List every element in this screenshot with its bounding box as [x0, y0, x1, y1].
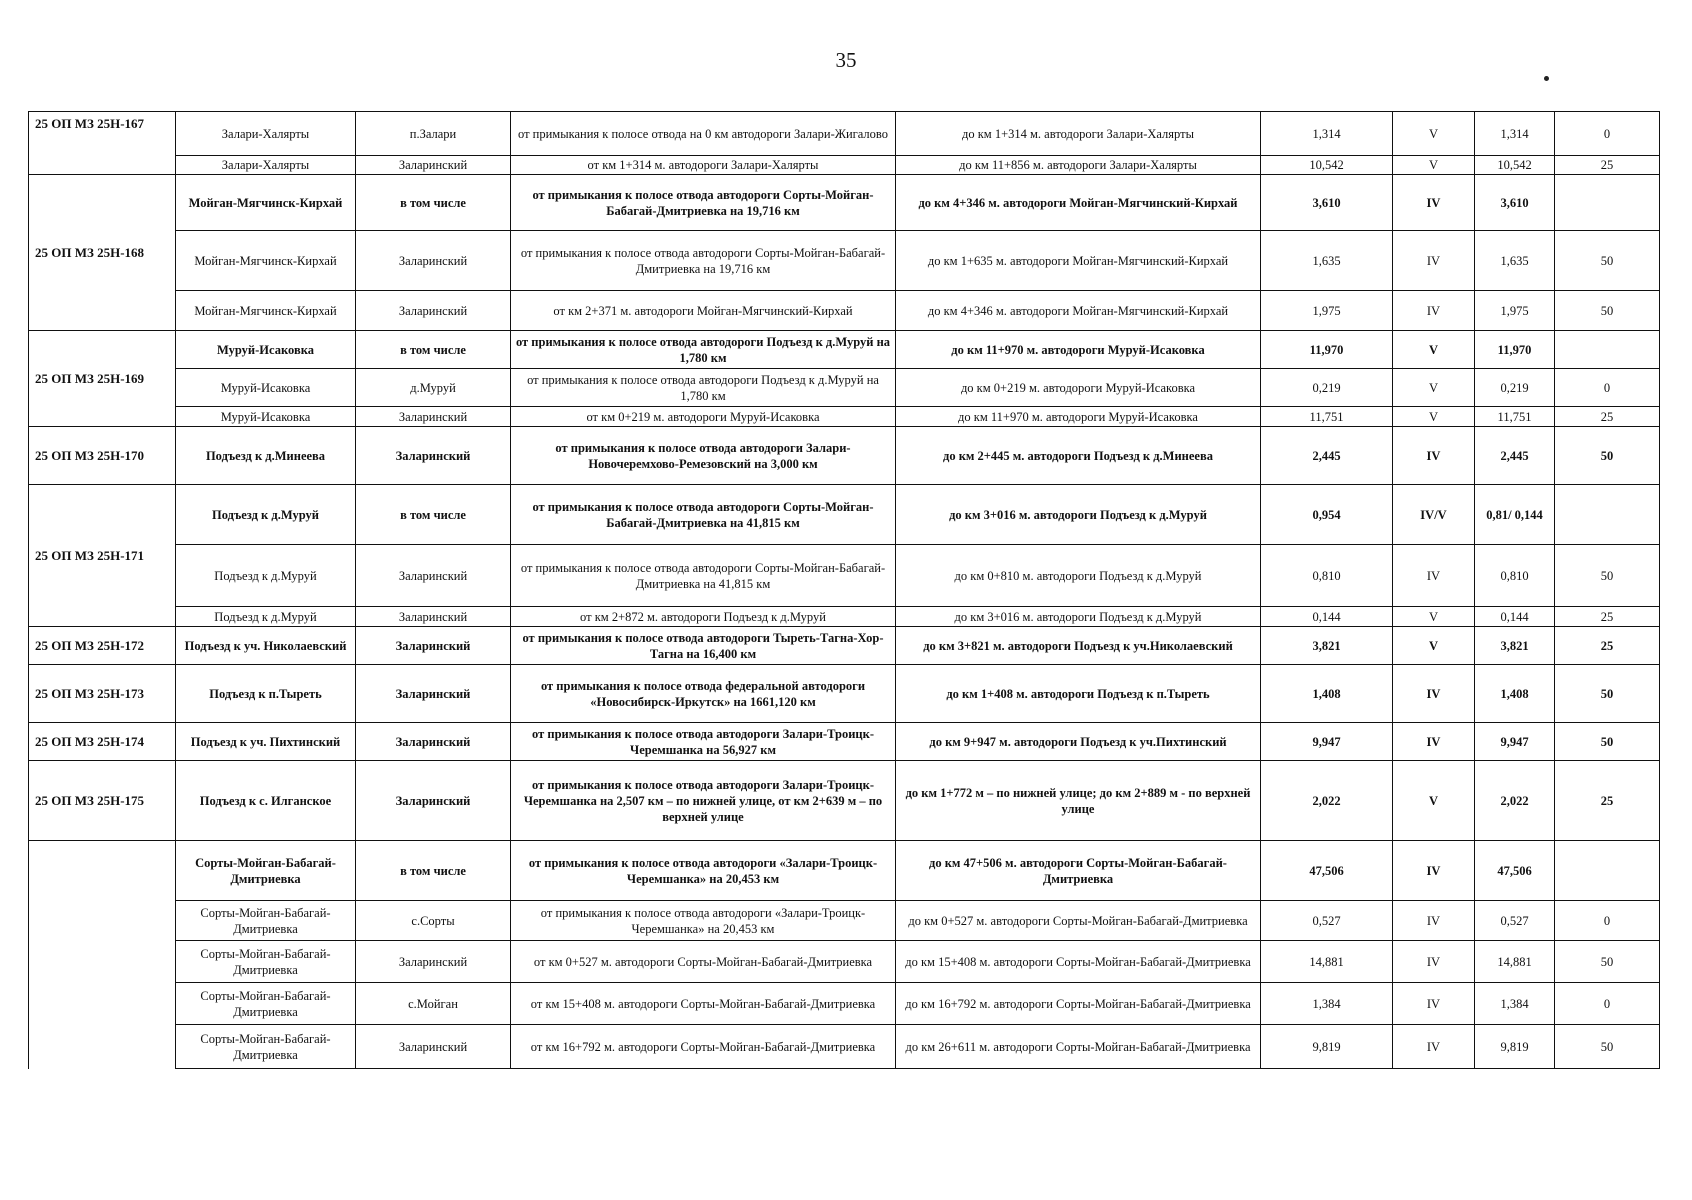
table-row — [29, 369, 1660, 407]
road-length-by-category: 11,751 — [1475, 407, 1555, 427]
road-length: 1,975 — [1261, 291, 1393, 331]
road-from: от примыкания к полосе отвода автодороги Залари-Троицк-Черемшанка на 56,927 км — [511, 723, 896, 761]
road-from: от км 2+371 м. автодороги Мойган-Мягчинский-Кирхай — [511, 291, 896, 331]
road-length-by-category: 10,542 — [1475, 156, 1555, 175]
road-to: до км 0+527 м. автодороги Сорты-Мойган-Бабагай-Дмитриевка — [896, 901, 1261, 941]
page-number: 35 — [835, 48, 857, 72]
road-length-by-category: 3,610 — [1475, 175, 1555, 231]
road-from: от примыкания к полосе отвода автодороги «Залари-Троицк-Черемшанка» на 20,453 км — [511, 901, 896, 941]
road-last-value — [1555, 175, 1660, 231]
road-from: от км 1+314 м. автодороги Залари-Халярты — [511, 156, 896, 175]
road-last-value: 0 — [1555, 112, 1660, 156]
road-length-by-category: 1,975 — [1475, 291, 1555, 331]
road-code: 25 ОП МЗ 25Н-175 — [29, 761, 176, 841]
road-from: от км 15+408 м. автодороги Сорты-Мойган-Бабагай-Дмитриевка — [511, 983, 896, 1025]
road-category: V — [1393, 761, 1475, 841]
road-location: Заларинский — [356, 607, 511, 627]
road-last-value: 25 — [1555, 607, 1660, 627]
road-name: Сорты-Мойган-Бабагай-Дмитриевка — [176, 901, 356, 941]
road-category: IV — [1393, 983, 1475, 1025]
table-row — [29, 941, 1660, 983]
road-last-value: 25 — [1555, 156, 1660, 175]
road-from: от примыкания к полосе отвода автодороги Залари-Троицк-Черемшанка на 2,507 км – по нижней улице, от км 2+639 м – по верхней улице — [511, 761, 896, 841]
road-name: Подъезд к д.Муруй — [176, 545, 356, 607]
road-name: Подъезд к д.Муруй — [176, 607, 356, 627]
road-category: V — [1393, 607, 1475, 627]
table-row — [29, 627, 1660, 665]
table-row — [29, 665, 1660, 723]
road-name: Муруй-Исаковка — [176, 331, 356, 369]
road-code: 25 ОП МЗ 25Н-169 — [29, 331, 176, 427]
road-last-value: 50 — [1555, 723, 1660, 761]
road-location: Заларинский — [356, 291, 511, 331]
road-length: 9,819 — [1261, 1025, 1393, 1069]
road-name: Мойган-Мягчинск-Кирхай — [176, 175, 356, 231]
road-to: до км 15+408 м. автодороги Сорты-Мойган-Бабагай-Дмитриевка — [896, 941, 1261, 983]
road-code: 25 ОП МЗ 25Н-173 — [29, 665, 176, 723]
road-from: от примыкания к полосе отвода автодороги Залари-Новочеремхово-Ремезовский на 3,000 км — [511, 427, 896, 485]
road-to: до км 26+611 м. автодороги Сорты-Мойган-Бабагай-Дмитриевка — [896, 1025, 1261, 1069]
road-length-by-category: 9,819 — [1475, 1025, 1555, 1069]
road-length: 1,384 — [1261, 983, 1393, 1025]
road-last-value: 25 — [1555, 761, 1660, 841]
road-last-value — [1555, 485, 1660, 545]
road-category: IV — [1393, 841, 1475, 901]
road-length-by-category: 11,970 — [1475, 331, 1555, 369]
table-row — [29, 901, 1660, 941]
road-from: от км 0+527 м. автодороги Сорты-Мойган-Бабагай-Дмитриевка — [511, 941, 896, 983]
road-last-value: 50 — [1555, 665, 1660, 723]
road-name: Мойган-Мягчинск-Кирхай — [176, 291, 356, 331]
road-location: с.Сорты — [356, 901, 511, 941]
road-length-by-category: 0,81/ 0,144 — [1475, 485, 1555, 545]
road-name: Подъезд к д.Муруй — [176, 485, 356, 545]
table-row — [29, 983, 1660, 1025]
road-location: Заларинский — [356, 545, 511, 607]
road-to: до км 2+445 м. автодороги Подъезд к д.Минеева — [896, 427, 1261, 485]
road-last-value — [1555, 331, 1660, 369]
road-location: Заларинский — [356, 1025, 511, 1069]
road-location: Заларинский — [356, 665, 511, 723]
road-category: IV — [1393, 1025, 1475, 1069]
road-from: от км 2+872 м. автодороги Подъезд к д.Муруй — [511, 607, 896, 627]
road-code: 25 ОП МЗ 25Н-171 — [29, 485, 176, 627]
road-name: Сорты-Мойган-Бабагай-Дмитриевка — [176, 941, 356, 983]
road-length-by-category: 2,022 — [1475, 761, 1555, 841]
table-row — [29, 761, 1660, 841]
table-row — [29, 291, 1660, 331]
road-from: от примыкания к полосе отвода автодороги Подъезд к д.Муруй на 1,780 км — [511, 331, 896, 369]
road-to: до км 0+219 м. автодороги Муруй-Исаковка — [896, 369, 1261, 407]
table-row — [29, 175, 1660, 231]
road-category: V — [1393, 331, 1475, 369]
road-name: Сорты-Мойган-Бабагай-Дмитриевка — [176, 1025, 356, 1069]
road-length: 0,954 — [1261, 485, 1393, 545]
road-location: в том числе — [356, 841, 511, 901]
road-from: от примыкания к полосе отвода автодороги Сорты-Мойган-Бабагай-Дмитриевка на 41,815 км — [511, 545, 896, 607]
road-from: от примыкания к полосе отвода автодороги «Залари-Троицк-Черемшанка» на 20,453 км — [511, 841, 896, 901]
road-from: от примыкания к полосе отвода на 0 км автодороги Залари-Жигалово — [511, 112, 896, 156]
road-from: от примыкания к полосе отвода автодороги Сорты-Мойган-Бабагай-Дмитриевка на 41,815 км — [511, 485, 896, 545]
road-category: IV — [1393, 665, 1475, 723]
road-last-value: 50 — [1555, 427, 1660, 485]
road-name: Муруй-Исаковка — [176, 369, 356, 407]
road-length: 10,542 — [1261, 156, 1393, 175]
road-name: Муруй-Исаковка — [176, 407, 356, 427]
road-last-value: 50 — [1555, 231, 1660, 291]
road-to: до км 1+314 м. автодороги Залари-Халярты — [896, 112, 1261, 156]
road-category: V — [1393, 369, 1475, 407]
road-to: до км 1+635 м. автодороги Мойган-Мягчинский-Кирхай — [896, 231, 1261, 291]
road-to: до км 3+016 м. автодороги Подъезд к д.Муруй — [896, 607, 1261, 627]
road-code: 25 ОП МЗ 25Н-174 — [29, 723, 176, 761]
road-last-value — [1555, 841, 1660, 901]
table-row — [29, 156, 1660, 175]
road-to: до км 47+506 м. автодороги Сорты-Мойган-Бабагай-Дмитриевка — [896, 841, 1261, 901]
road-length-by-category: 1,635 — [1475, 231, 1555, 291]
road-name: Залари-Халярты — [176, 156, 356, 175]
road-to: до км 3+821 м. автодороги Подъезд к уч.Николаевский — [896, 627, 1261, 665]
road-last-value: 50 — [1555, 545, 1660, 607]
road-name: Подъезд к д.Минеева — [176, 427, 356, 485]
road-length: 0,810 — [1261, 545, 1393, 607]
road-length: 47,506 — [1261, 841, 1393, 901]
road-category: V — [1393, 627, 1475, 665]
road-category: IV — [1393, 231, 1475, 291]
road-location: Заларинский — [356, 407, 511, 427]
road-from: от примыкания к полосе отвода автодороги Сорты-Мойган-Бабагай-Дмитриевка на 19,716 км — [511, 231, 896, 291]
road-category: V — [1393, 156, 1475, 175]
road-to: до км 11+970 м. автодороги Муруй-Исаковка — [896, 331, 1261, 369]
roads-table — [28, 111, 1660, 1069]
road-location: Заларинский — [356, 941, 511, 983]
road-name: Сорты-Мойган-Бабагай-Дмитриевка — [176, 841, 356, 901]
road-location: д.Муруй — [356, 369, 511, 407]
road-to: до км 1+408 м. автодороги Подъезд к п.Тыреть — [896, 665, 1261, 723]
road-length: 3,610 — [1261, 175, 1393, 231]
road-name: Подъезд к п.Тыреть — [176, 665, 356, 723]
road-length-by-category: 2,445 — [1475, 427, 1555, 485]
table-row — [29, 407, 1660, 427]
road-length: 3,821 — [1261, 627, 1393, 665]
road-name: Подъезд к уч. Николаевский — [176, 627, 356, 665]
road-last-value: 0 — [1555, 901, 1660, 941]
road-from: от км 0+219 м. автодороги Муруй-Исаковка — [511, 407, 896, 427]
road-category: IV — [1393, 291, 1475, 331]
road-location: Заларинский — [356, 723, 511, 761]
road-last-value: 0 — [1555, 983, 1660, 1025]
road-to: до км 0+810 м. автодороги Подъезд к д.Муруй — [896, 545, 1261, 607]
road-last-value: 50 — [1555, 1025, 1660, 1069]
road-location: Заларинский — [356, 427, 511, 485]
road-location: Заларинский — [356, 627, 511, 665]
road-category: IV — [1393, 175, 1475, 231]
road-code: 25 ОП МЗ 25Н-172 — [29, 627, 176, 665]
road-length: 0,144 — [1261, 607, 1393, 627]
road-from: от примыкания к полосе отвода автодороги Тыреть-Тагна-Хор-Тагна на 16,400 км — [511, 627, 896, 665]
road-last-value: 0 — [1555, 369, 1660, 407]
table-row — [29, 723, 1660, 761]
road-code: 25 ОП МЗ 25Н-170 — [29, 427, 176, 485]
road-location: в том числе — [356, 485, 511, 545]
road-last-value: 50 — [1555, 291, 1660, 331]
road-name: Подъезд к с. Илганское — [176, 761, 356, 841]
road-name: Мойган-Мягчинск-Кирхай — [176, 231, 356, 291]
road-from: от км 16+792 м. автодороги Сорты-Мойган-Бабагай-Дмитриевка — [511, 1025, 896, 1069]
road-length-by-category: 0,219 — [1475, 369, 1555, 407]
road-location: Заларинский — [356, 231, 511, 291]
road-last-value: 25 — [1555, 407, 1660, 427]
road-name: Сорты-Мойган-Бабагай-Дмитриевка — [176, 983, 356, 1025]
road-category: V — [1393, 407, 1475, 427]
road-to: до км 1+772 м – по нижней улице; до км 2+889 м - по верхней улице — [896, 761, 1261, 841]
road-length-by-category: 1,408 — [1475, 665, 1555, 723]
road-to: до км 16+792 м. автодороги Сорты-Мойган-Бабагай-Дмитриевка — [896, 983, 1261, 1025]
road-name: Подъезд к уч. Пихтинский — [176, 723, 356, 761]
road-location: Заларинский — [356, 761, 511, 841]
road-category: V — [1393, 112, 1475, 156]
road-code: 25 ОП МЗ 25Н-167 — [29, 112, 176, 175]
road-length: 2,445 — [1261, 427, 1393, 485]
table-row — [29, 427, 1660, 485]
table-row — [29, 607, 1660, 627]
road-length: 1,314 — [1261, 112, 1393, 156]
road-length: 1,408 — [1261, 665, 1393, 723]
road-location: Заларинский — [356, 156, 511, 175]
road-length-by-category: 0,144 — [1475, 607, 1555, 627]
road-to: до км 4+346 м. автодороги Мойган-Мягчинский-Кирхай — [896, 291, 1261, 331]
road-from: от примыкания к полосе отвода автодороги Сорты-Мойган-Бабагай-Дмитриевка на 19,716 км — [511, 175, 896, 231]
table-row — [29, 841, 1660, 901]
road-length: 11,970 — [1261, 331, 1393, 369]
road-length: 0,219 — [1261, 369, 1393, 407]
road-to: до км 9+947 м. автодороги Подъезд к уч.Пихтинский — [896, 723, 1261, 761]
road-length: 0,527 — [1261, 901, 1393, 941]
road-category: IV — [1393, 427, 1475, 485]
road-from: от примыкания к полосе отвода федеральной автодороги «Новосибирск-Иркутск» на 1661,120 км — [511, 665, 896, 723]
road-location: с.Мойган — [356, 983, 511, 1025]
table-row — [29, 545, 1660, 607]
road-category: IV — [1393, 901, 1475, 941]
road-length-by-category: 0,810 — [1475, 545, 1555, 607]
road-length-by-category: 9,947 — [1475, 723, 1555, 761]
road-location: в том числе — [356, 175, 511, 231]
road-location: п.Залари — [356, 112, 511, 156]
road-length-by-category: 3,821 — [1475, 627, 1555, 665]
road-category: IV — [1393, 723, 1475, 761]
road-to: до км 11+856 м. автодороги Залари-Халярты — [896, 156, 1261, 175]
road-length: 2,022 — [1261, 761, 1393, 841]
table-row — [29, 485, 1660, 545]
road-to: до км 11+970 м. автодороги Муруй-Исаковка — [896, 407, 1261, 427]
road-length-by-category: 0,527 — [1475, 901, 1555, 941]
road-to: до км 3+016 м. автодороги Подъезд к д.Муруй — [896, 485, 1261, 545]
road-location: в том числе — [356, 331, 511, 369]
road-name: Залари-Халярты — [176, 112, 356, 156]
table-row — [29, 112, 1660, 156]
road-last-value: 25 — [1555, 627, 1660, 665]
road-length-by-category: 1,314 — [1475, 112, 1555, 156]
road-code: 25 ОП МЗ 25Н-168 — [29, 175, 176, 331]
road-length: 14,881 — [1261, 941, 1393, 983]
table-row — [29, 331, 1660, 369]
road-length: 1,635 — [1261, 231, 1393, 291]
road-length: 11,751 — [1261, 407, 1393, 427]
road-last-value: 50 — [1555, 941, 1660, 983]
table-row — [29, 231, 1660, 291]
scan-dot — [1544, 76, 1549, 81]
road-category: IV — [1393, 941, 1475, 983]
road-length-by-category: 47,506 — [1475, 841, 1555, 901]
road-category: IV — [1393, 545, 1475, 607]
road-code-empty — [29, 841, 176, 1069]
road-length: 9,947 — [1261, 723, 1393, 761]
road-category: IV/V — [1393, 485, 1475, 545]
road-length-by-category: 1,384 — [1475, 983, 1555, 1025]
road-from: от примыкания к полосе отвода автодороги Подъезд к д.Муруй на 1,780 км — [511, 369, 896, 407]
road-length-by-category: 14,881 — [1475, 941, 1555, 983]
road-to: до км 4+346 м. автодороги Мойган-Мягчинский-Кирхай — [896, 175, 1261, 231]
table-row — [29, 1025, 1660, 1069]
